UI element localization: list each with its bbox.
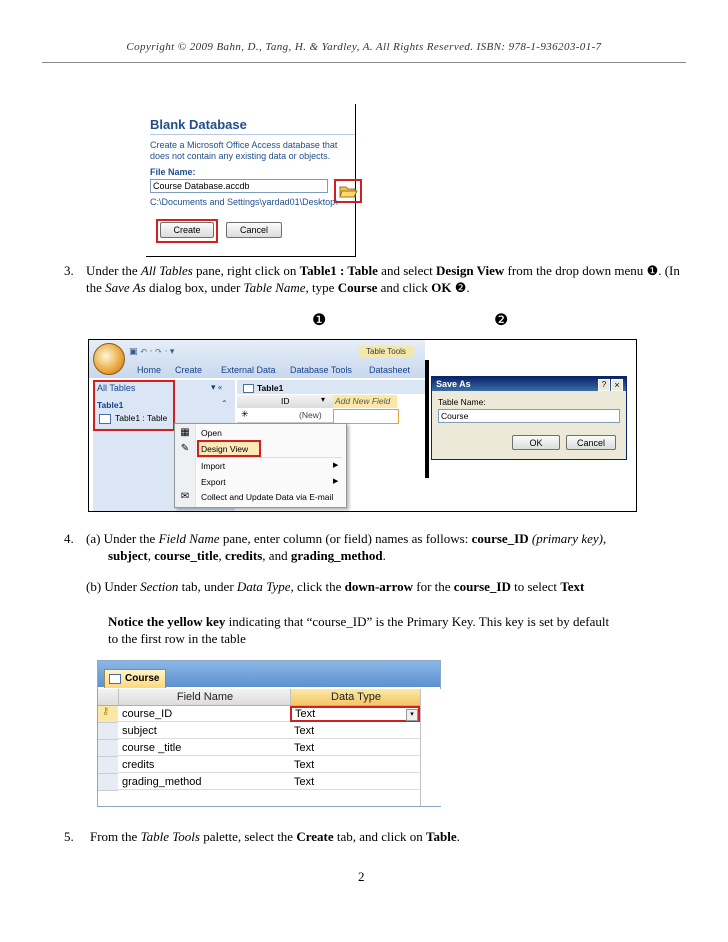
course-tab[interactable] [104,669,166,688]
primary-key-icon: ⚷ [102,706,110,717]
step-3-number: 3. [64,263,74,278]
all-tables-highlight [93,380,175,431]
step-4a-text-cont: subject, course_title, credits, and grading_method. [108,548,386,563]
data-type-cell[interactable]: Text [290,723,420,739]
step-4-number: 4. [64,531,74,546]
access-screenshot [88,339,637,512]
file-name-label: File Name: [150,167,196,177]
menu-separator [197,457,342,458]
screenshot-divider [425,360,429,478]
help-button[interactable]: ? [598,379,610,391]
primary-key-row-selector[interactable] [98,706,118,723]
step-4-note: Notice the yellow key indicating that “course_ID” is the Primary Key. This key is set by default [108,614,610,629]
course-tab-label: Course [125,673,160,684]
grid-tab-icon [243,384,254,393]
context-menu [174,423,347,508]
row-selector[interactable] [98,774,118,791]
page-number: 2 [358,869,365,884]
data-type-select[interactable] [290,706,420,722]
tab-database-tools[interactable]: Database Tools [290,365,352,375]
data-type-cell[interactable]: Text [290,774,420,790]
step-5-text: From the Table Tools palette, select the Create tab, and click on Table. [90,829,460,844]
table1-group[interactable]: Table1 [97,400,124,410]
header-rule [42,62,686,63]
new-field-cell[interactable] [333,409,399,424]
row-selector[interactable] [98,740,118,757]
file-name-input[interactable]: Course Database.accdb [150,179,328,193]
data-type-value: Text [295,708,316,720]
submenu-arrow-icon: ▶ [333,461,339,469]
chevron-down-icon[interactable]: ▾ « [211,382,223,392]
step-4b-text: (b) Under Section tab, under Data Type, click the down-arrow for the course_ID to select Text [86,579,585,594]
tab-create[interactable]: Create [175,365,203,375]
dropdown-arrow-icon[interactable]: ▾ [321,395,326,404]
design-view-icon: ✎ [180,443,190,454]
description-column-edge [420,689,441,806]
table1-item[interactable]: Table1 : Table [115,413,168,423]
table-name-label: Table Name: [438,397,486,407]
ok-button[interactable]: OK [512,435,560,450]
menu-open[interactable]: Open [201,428,222,438]
row-selector[interactable] [98,757,118,774]
field-name-cell[interactable]: credits [118,757,290,773]
design-view-screenshot [97,660,441,807]
id-column-label: ID [281,396,290,406]
file-path: C:\Documents and Settings\yardad01\Desktop\ [150,197,338,207]
step-4-note-cont: to the first row in the table [108,631,246,646]
marker-one: ❶ [312,312,327,329]
close-icon[interactable]: × [611,379,623,391]
save-as-cancel-button[interactable]: Cancel [566,435,616,450]
email-icon: ✉ [180,491,190,502]
save-as-title: Save As [436,379,471,389]
menu-export[interactable]: Export [201,477,226,487]
new-row[interactable] [237,409,333,423]
data-type-cell[interactable]: Text [290,757,420,773]
submenu-arrow-icon: ▶ [333,477,339,485]
ribbon [89,340,425,378]
data-type-header[interactable]: Data Type [290,689,421,706]
grid-tab-label[interactable]: Table1 [257,383,284,393]
new-row-label: (New) [299,410,322,420]
save-as-dialog [431,376,627,460]
table-icon [109,674,121,684]
blank-database-description: Create a Microsoft Office Access database that does not contain any existing data or objects. [150,140,338,161]
menu-design-view[interactable]: Design View [201,444,249,454]
data-type-cell[interactable]: Text [290,740,420,756]
menu-import[interactable]: Import [201,461,226,471]
new-record-icon: ✳ [241,409,249,419]
field-name-header[interactable]: Field Name [118,689,291,706]
tab-home[interactable]: Home [137,365,162,375]
step-4a-text: (a) Under the Field Name pane, enter column (or field) names as follows: course_ID (primary key), [86,531,607,546]
field-name-cell[interactable]: subject [118,723,290,739]
step-3-text: Under the All Tables pane, right click on Table1 : Table and select Design View from the drop down menu ❶. (In the Save As dialog box, under Table Name, type Course and click OK ❷. [86,263,680,295]
office-button[interactable] [93,343,125,375]
blank-database-title: Blank Database [150,117,247,132]
add-new-field-header[interactable] [333,395,397,408]
field-name-cell[interactable]: course _title [118,740,290,756]
save-as-titlebar [432,377,626,391]
add-new-field-label: Add New Field [335,396,391,406]
folder-icon [338,183,358,199]
copyright-header: Copyright © 2009 Bahn, D., Tang, H. & Yardley, A. All Rights Reserved. ISBN: 978-1-936203-01-7 [126,41,602,53]
all-tables-header[interactable]: All Tables [97,383,136,393]
menu-collect-data[interactable]: Collect and Update Data via E-mail [201,492,334,502]
marker-two: ❷ [494,312,509,329]
tab-external-data[interactable]: External Data [221,365,276,375]
blank-database-panel [146,104,356,257]
row-selector-header [98,689,118,706]
step-5-number: 5. [64,829,74,844]
open-icon: ▦ [180,427,190,438]
field-name-cell[interactable]: course_ID [118,706,290,722]
cancel-button[interactable]: Cancel [226,222,282,238]
create-button[interactable]: Create [160,222,214,238]
quick-access-icon[interactable]: ▣ ↶ · ↷ · ▾ [129,346,175,356]
tab-datasheet[interactable]: Datasheet [369,365,411,375]
table-tools-label: Table Tools [359,346,413,358]
collapse-icon[interactable]: ⌃ [221,399,228,408]
browse-folder-highlight[interactable] [334,179,362,203]
field-name-cell[interactable]: grading_method [118,774,290,790]
table-name-input[interactable]: Course [438,409,620,423]
title-divider [150,134,355,135]
chevron-down-icon[interactable]: ▾ [406,709,418,721]
id-column-header[interactable] [237,395,333,408]
row-selector[interactable] [98,723,118,740]
